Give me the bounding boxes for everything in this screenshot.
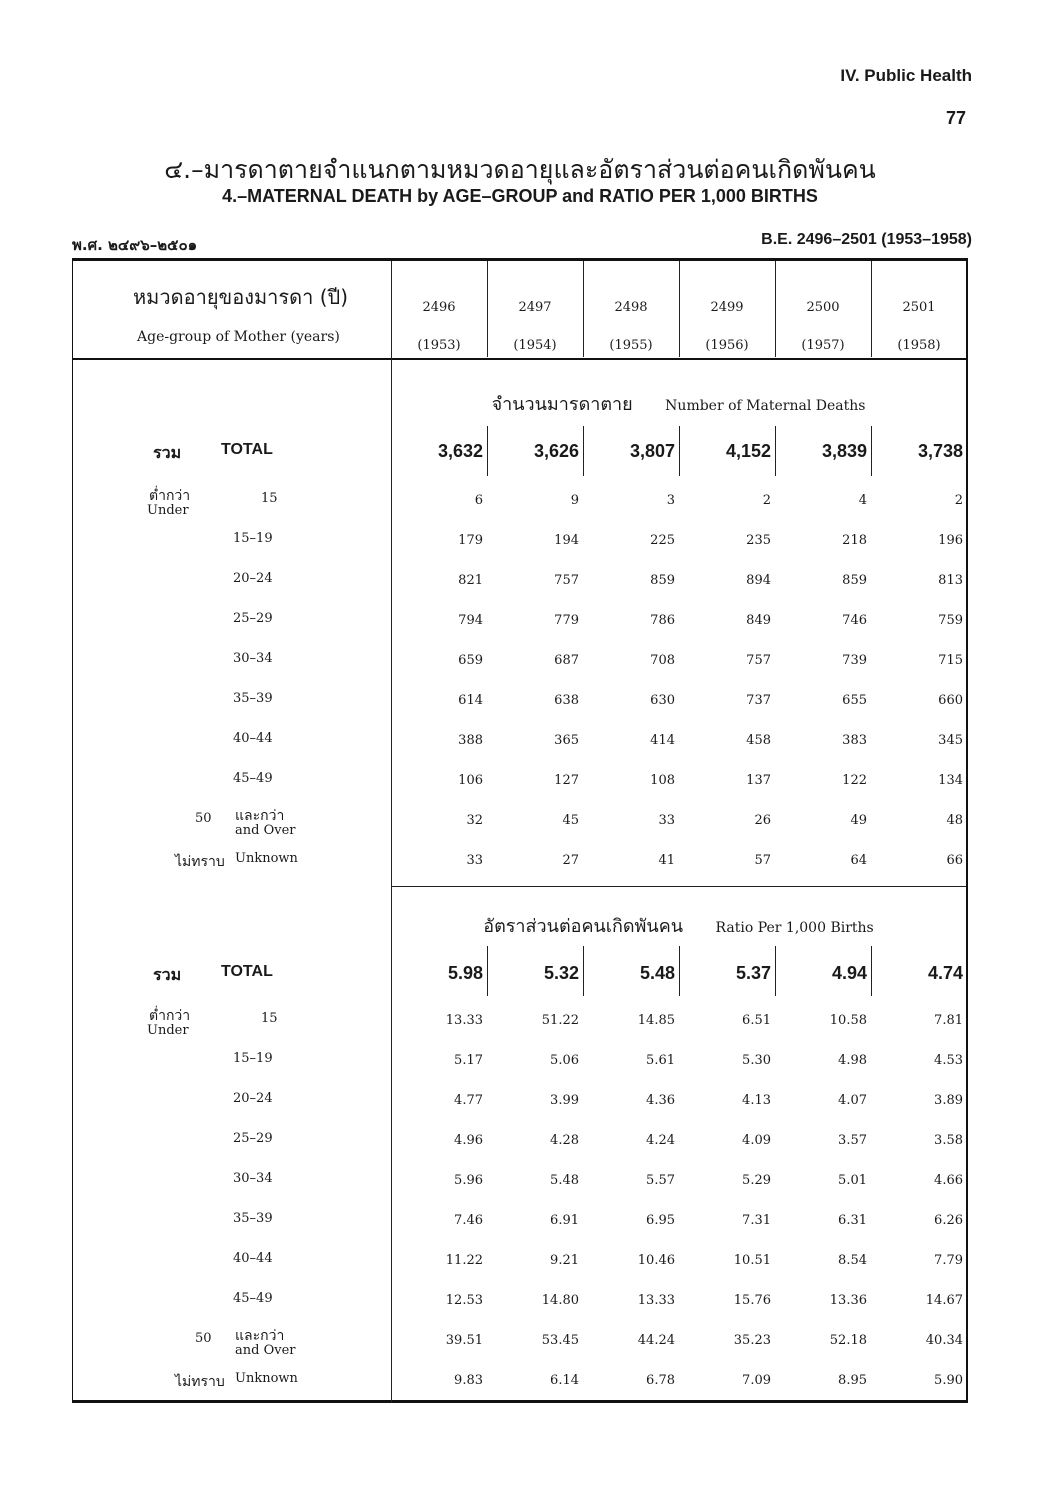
table-cell-value: 6.14 (550, 1373, 579, 1388)
table-cell-value: 4.66 (934, 1173, 963, 1188)
table-cell-value: 4.28 (550, 1133, 579, 1148)
table-cell-value: 5.17 (454, 1053, 483, 1068)
table-row (73, 1291, 966, 1317)
under-label-thai: ต่ำกว่า (149, 1008, 191, 1024)
table-cell-value: 66 (946, 853, 963, 868)
total-value: 3,632 (437, 441, 483, 461)
under-label-english: Under (147, 1023, 189, 1038)
table-cell-value: 9 (570, 493, 579, 508)
table-cell-value: 4.36 (646, 1093, 675, 1108)
table-cell-value: 7.79 (934, 1253, 963, 1268)
stub-head-english: Age-group of Mother (years) (137, 329, 340, 345)
table-cell-value: 5.30 (742, 1053, 771, 1068)
table-cell-value: 757 (746, 653, 771, 668)
age-group-label: 35–39 (233, 691, 273, 706)
deaths-title-thai: จำนวนมารดาตาย (491, 394, 633, 415)
table-cell-value: 14.67 (925, 1293, 963, 1308)
table-cell-value: 4.09 (742, 1133, 771, 1148)
table-cell-value: 53.45 (541, 1333, 579, 1348)
age-group-label: 15–19 (233, 531, 273, 546)
table-row (73, 571, 966, 597)
table-cell-value: 6 (474, 493, 483, 508)
maternal-death-table (72, 258, 968, 1403)
column-year-be: 2498 (614, 300, 648, 315)
total-value: 5.48 (639, 963, 675, 983)
table-cell-value: 13.33 (445, 1013, 483, 1028)
table-row (73, 1091, 966, 1117)
table-row (73, 1051, 966, 1077)
total-value: 4.74 (927, 963, 963, 983)
table-cell-value: 6.78 (646, 1373, 675, 1388)
table-cell-value: 5.96 (454, 1173, 483, 1188)
column-year-ce: (1956) (705, 338, 749, 353)
table-row (73, 1328, 966, 1358)
age-group-label: 25–29 (233, 1131, 273, 1146)
table-cell-value: 179 (458, 533, 483, 548)
table-row (73, 808, 966, 838)
table-cell-value: 194 (554, 533, 579, 548)
table-cell-value: 40.34 (925, 1333, 963, 1348)
table-cell-value: 13.33 (637, 1293, 675, 1308)
table-cell-value: 134 (938, 773, 963, 788)
over-label-thai: และกว่า (235, 808, 285, 824)
table-cell-value: 235 (746, 533, 771, 548)
table-cell-value: 757 (554, 573, 579, 588)
age-group-label: 40–44 (233, 1251, 273, 1266)
table-cell-value: 4.98 (838, 1053, 867, 1068)
total-value: 4.94 (831, 963, 867, 983)
table-cell-value: 225 (650, 533, 675, 548)
table-cell-value: 49 (850, 813, 867, 828)
table-cell-value: 27 (562, 853, 579, 868)
table-cell-value: 7.46 (454, 1213, 483, 1228)
table-cell-value: 779 (554, 613, 579, 628)
table-cell-value: 715 (938, 653, 963, 668)
stub-head-thai: หมวดอายุของมารดา (ปี) (133, 285, 349, 309)
table-cell-value: 4.07 (838, 1093, 867, 1108)
total-row (73, 441, 966, 467)
table-cell-value: 737 (746, 693, 771, 708)
table-cell-value: 122 (842, 773, 867, 788)
table-cell-value: 3.58 (934, 1133, 963, 1148)
table-cell-value: 655 (842, 693, 867, 708)
table-cell-value: 3.99 (550, 1093, 579, 1108)
table-cell-value: 2 (954, 493, 963, 508)
total-label-english: TOTAL (221, 963, 273, 980)
column-year-ce: (1955) (609, 338, 653, 353)
total-value: 5.98 (447, 963, 483, 983)
total-value: 3,839 (821, 441, 867, 461)
table-cell-value: 859 (842, 573, 867, 588)
column-year-be: 2500 (806, 300, 840, 315)
table-cell-value: 7.81 (934, 1013, 963, 1028)
table-row (73, 488, 966, 518)
table-row (73, 1371, 966, 1397)
table-cell-value: 5.57 (646, 1173, 675, 1188)
table-row (73, 731, 966, 757)
title-english: 4.–MATERNAL DEATH by AGE–GROUP and RATIO PER 1,000 BIRTHS (222, 186, 818, 206)
deaths-section-title (391, 389, 966, 418)
column-year-ce: (1953) (417, 338, 461, 353)
table-cell-value: 15.76 (733, 1293, 771, 1308)
table-cell-value: 859 (650, 573, 675, 588)
age-group-label: 15 (261, 1011, 278, 1026)
column-year-be: 2501 (902, 300, 936, 315)
table-cell-value: 10.58 (829, 1013, 867, 1028)
table-cell-value: 14.85 (637, 1013, 675, 1028)
unknown-label-english: Unknown (235, 851, 298, 866)
table-cell-value: 48 (946, 813, 963, 828)
deaths-title-english: Number of Maternal Deaths (665, 398, 866, 414)
table-cell-value: 4.53 (934, 1053, 963, 1068)
age-group-label: 30–34 (233, 1171, 273, 1186)
age-group-label: 40–44 (233, 731, 273, 746)
table-cell-value: 44.24 (637, 1333, 675, 1348)
table-cell-value: 127 (554, 773, 579, 788)
table-row (73, 771, 966, 797)
column-header (583, 289, 679, 365)
table-cell-value: 5.48 (550, 1173, 579, 1188)
unknown-label-thai: ไม่ทราบ (175, 1374, 225, 1390)
age-group-label: 50 (195, 811, 212, 826)
section-rule (391, 886, 966, 887)
total-value: 3,626 (533, 441, 579, 461)
table-cell-value: 137 (746, 773, 771, 788)
table-cell-value: 5.29 (742, 1173, 771, 1188)
total-value: 4,152 (725, 441, 771, 461)
table-cell-value: 3.57 (838, 1133, 867, 1148)
table-cell-value: 687 (554, 653, 579, 668)
total-label-thai: รวม (153, 965, 182, 984)
table-cell-value: 6.26 (934, 1213, 963, 1228)
table-cell-value: 458 (746, 733, 771, 748)
table-row (73, 851, 966, 877)
under-label-thai: ต่ำกว่า (149, 488, 191, 504)
table-cell-value: 6.31 (838, 1213, 867, 1228)
age-group-label: 30–34 (233, 651, 273, 666)
table-cell-value: 630 (650, 693, 675, 708)
table-cell-value: 39.51 (445, 1333, 483, 1348)
over-label-english: and Over (235, 1343, 296, 1358)
table-cell-value: 813 (938, 573, 963, 588)
table-cell-value: 218 (842, 533, 867, 548)
ratio-section-title (391, 911, 966, 940)
table-cell-value: 6.95 (646, 1213, 675, 1228)
table-cell-value: 4.96 (454, 1133, 483, 1148)
table-cell-value: 11.22 (445, 1253, 483, 1268)
ratio-title-thai: อัตราส่วนต่อคนเกิดพันคน (483, 916, 684, 937)
total-value: 3,738 (917, 441, 963, 461)
table-cell-value: 14.80 (541, 1293, 579, 1308)
column-header (775, 289, 871, 365)
table-cell-value: 10.46 (637, 1253, 675, 1268)
column-year-be: 2499 (710, 300, 744, 315)
table-row (73, 691, 966, 717)
table-cell-value: 5.90 (934, 1373, 963, 1388)
column-year-ce: (1957) (801, 338, 845, 353)
table-cell-value: 106 (458, 773, 483, 788)
year-range-thai: พ.ศ. ๒๔๙๖–๒๕๐๑ (72, 236, 198, 254)
column-year-be: 2497 (518, 300, 552, 315)
table-row (73, 1211, 966, 1237)
table-cell-value: 659 (458, 653, 483, 668)
unknown-label-thai: ไม่ทราบ (175, 854, 225, 870)
age-group-label: 15–19 (233, 1051, 273, 1066)
table-cell-value: 51.22 (541, 1013, 579, 1028)
table-cell-value: 794 (458, 613, 483, 628)
age-group-label: 15 (261, 491, 278, 506)
table-cell-value: 739 (842, 653, 867, 668)
under-label-english: Under (147, 503, 189, 518)
table-cell-value: 8.54 (838, 1253, 867, 1268)
year-range-english: B.E. 2496–2501 (1953–1958) (761, 231, 972, 248)
total-value: 3,807 (629, 441, 675, 461)
table-cell-value: 894 (746, 573, 771, 588)
table-cell-value: 4.24 (646, 1133, 675, 1148)
table-cell-value: 3 (666, 493, 675, 508)
age-group-label: 20–24 (233, 1091, 273, 1106)
table-cell-value: 786 (650, 613, 675, 628)
table-cell-value: 6.51 (742, 1013, 771, 1028)
table-cell-value: 3.89 (934, 1093, 963, 1108)
table-cell-value: 746 (842, 613, 867, 628)
section-header: IV. Public Health (840, 66, 972, 85)
age-group-label: 35–39 (233, 1211, 273, 1226)
title-thai: ๔.–มารดาตายจำแนกตามหมวดอายุและอัตราส่วนต่อคนเกิดพันคน (164, 155, 876, 184)
table-cell-value: 8.95 (838, 1373, 867, 1388)
table-row (73, 531, 966, 557)
table-cell-value: 9.83 (454, 1373, 483, 1388)
total-label-thai: รวม (153, 443, 182, 462)
table-cell-value: 7.09 (742, 1373, 771, 1388)
table-cell-value: 9.21 (550, 1253, 579, 1268)
total-label-english: TOTAL (221, 441, 273, 458)
table-cell-value: 41 (658, 853, 675, 868)
table-cell-value: 759 (938, 613, 963, 628)
table-cell-value: 6.91 (550, 1213, 579, 1228)
table-cell-value: 196 (938, 533, 963, 548)
column-header (391, 289, 487, 365)
table-cell-value: 33 (658, 813, 675, 828)
table-cell-value: 2 (762, 493, 771, 508)
over-label-english: and Over (235, 823, 296, 838)
over-label-thai: และกว่า (235, 1328, 285, 1344)
table-row (73, 1171, 966, 1197)
table-cell-value: 345 (938, 733, 963, 748)
table-cell-value: 57 (754, 853, 771, 868)
column-year-be: 2496 (422, 300, 456, 315)
age-group-label: 45–49 (233, 1291, 273, 1306)
column-header (487, 289, 583, 365)
table-row (73, 651, 966, 677)
table-cell-value: 383 (842, 733, 867, 748)
table-cell-value: 708 (650, 653, 675, 668)
table-cell-value: 388 (458, 733, 483, 748)
table-cell-value: 26 (754, 813, 771, 828)
table-cell-value: 33 (466, 853, 483, 868)
table-cell-value: 614 (458, 693, 483, 708)
page-number: 77 (945, 108, 966, 128)
table-cell-value: 849 (746, 613, 771, 628)
table-cell-value: 52.18 (829, 1333, 867, 1348)
column-header (871, 289, 967, 365)
table-cell-value: 108 (650, 773, 675, 788)
table-row (73, 1251, 966, 1277)
table-cell-value: 35.23 (733, 1333, 771, 1348)
table-cell-value: 5.61 (646, 1053, 675, 1068)
table-cell-value: 45 (562, 813, 579, 828)
table-row (73, 611, 966, 637)
table-cell-value: 12.53 (445, 1293, 483, 1308)
age-group-label: 25–29 (233, 611, 273, 626)
table-cell-value: 5.06 (550, 1053, 579, 1068)
table-row (73, 1131, 966, 1157)
table-cell-value: 13.36 (829, 1293, 867, 1308)
table-cell-value: 638 (554, 693, 579, 708)
table-cell-value: 414 (650, 733, 675, 748)
table-row (73, 1008, 966, 1038)
table-cell-value: 7.31 (742, 1213, 771, 1228)
table-cell-value: 4 (858, 493, 867, 508)
table-cell-value: 660 (938, 693, 963, 708)
column-header (679, 289, 775, 365)
table-cell-value: 821 (458, 573, 483, 588)
column-year-ce: (1958) (897, 338, 941, 353)
total-value: 5.37 (735, 963, 771, 983)
table-cell-value: 4.13 (742, 1093, 771, 1108)
total-value: 5.32 (543, 963, 579, 983)
age-group-label: 45–49 (233, 771, 273, 786)
table-cell-value: 365 (554, 733, 579, 748)
column-year-ce: (1954) (513, 338, 557, 353)
table-cell-value: 4.77 (454, 1093, 483, 1108)
unknown-label-english: Unknown (235, 1371, 298, 1386)
table-cell-value: 32 (466, 813, 483, 828)
table-cell-value: 10.51 (733, 1253, 771, 1268)
table-cell-value: 64 (850, 853, 867, 868)
age-group-label: 50 (195, 1331, 212, 1346)
total-row (73, 963, 966, 989)
ratio-title-english: Ratio Per 1,000 Births (715, 920, 874, 936)
age-group-label: 20–24 (233, 571, 273, 586)
table-cell-value: 5.01 (838, 1173, 867, 1188)
